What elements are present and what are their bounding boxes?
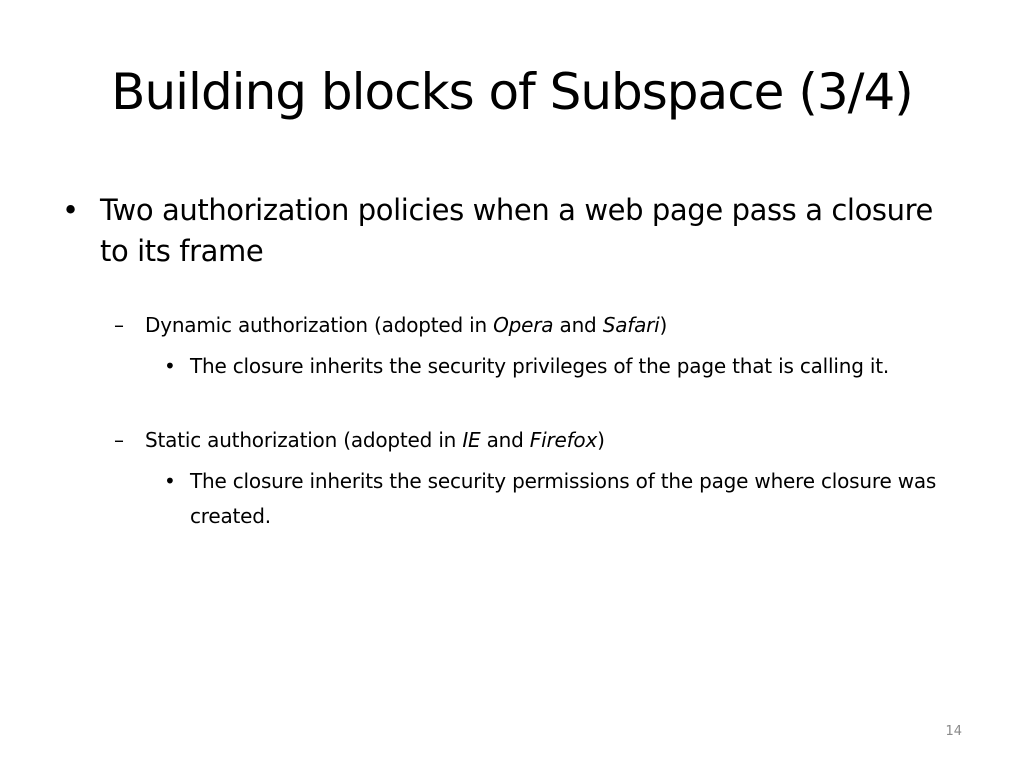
detail-text: The closure inherits the security privileges of the page that is calling it. xyxy=(190,354,890,378)
page-number: 14 xyxy=(945,724,962,739)
text-suffix: ) xyxy=(597,428,605,452)
browser-name: Safari xyxy=(602,313,660,337)
bullet-authorization-policies xyxy=(62,190,962,272)
browser-name: IE xyxy=(462,428,481,452)
text-suffix: ) xyxy=(659,313,668,337)
dash-marker: – xyxy=(114,313,124,337)
bullet-marker: • xyxy=(164,469,176,493)
text-prefix: Dynamic authorization (adopted in xyxy=(145,313,494,337)
slide-title: Building blocks of Subspace (3/4) xyxy=(111,63,913,121)
text-conjunction: and xyxy=(480,428,530,452)
bullet-marker: • xyxy=(164,354,176,378)
browser-name: Opera xyxy=(493,313,554,337)
text-conjunction: and xyxy=(553,313,603,337)
sub-bullet-text xyxy=(114,308,974,343)
detail-static-authorization xyxy=(164,464,944,534)
text-prefix: Static authorization (adopted in xyxy=(145,428,463,452)
bullet-text: Two authorization policies when a web page pass a closure to its frame xyxy=(100,193,933,268)
detail-text: The closure inherits the security permissions of the page where closure was created. xyxy=(190,469,937,528)
sub-bullet-dynamic-authorization xyxy=(114,308,974,343)
dash-marker: – xyxy=(114,428,124,452)
bullet-marker: • xyxy=(62,193,79,227)
browser-name: Firefox xyxy=(529,428,598,452)
sub-bullet-static-authorization xyxy=(114,423,974,458)
detail-dynamic-authorization xyxy=(164,349,944,384)
sub-bullet-text xyxy=(114,423,974,458)
